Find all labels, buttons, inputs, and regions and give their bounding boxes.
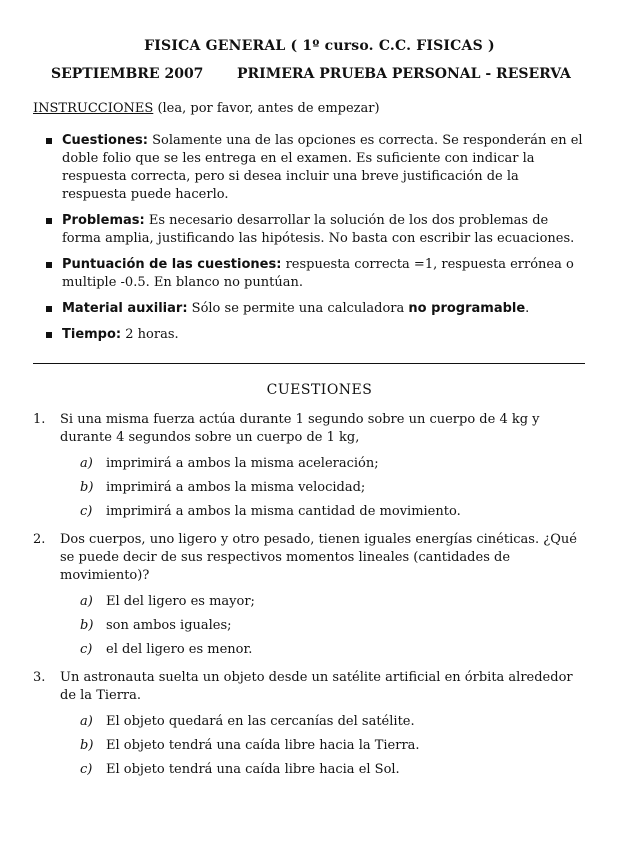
exam-title: FISICA GENERAL ( 1º curso. C.C. FISICAS )	[144, 38, 495, 54]
option-letter: b)	[80, 738, 94, 753]
option-letter: c)	[80, 762, 93, 777]
option-letter: c)	[80, 642, 93, 657]
instruction-item	[46, 300, 586, 318]
question	[33, 531, 585, 659]
question-options	[80, 713, 585, 779]
instruction-item	[46, 132, 586, 204]
question-options	[80, 593, 585, 659]
question-text: Dos cuerpos, uno ligero y otro pesado, tienen iguales energías cinéticas. ¿Qué se puede decir de sus respectivos momentos lineales (cantidades de movimiento)?	[60, 532, 577, 583]
instruction-text: Solamente una de las opciones es correcta. Se responderán en el doble folio que se les entrega en el examen. Es suficiente con indicar la respuesta correcta, pero si desea incluir una breve justificación de la respuesta puede hacerlo.	[62, 133, 583, 202]
option	[80, 737, 585, 755]
instruction-tail: .	[525, 301, 530, 316]
option	[80, 713, 585, 731]
instruction-text: respuesta correcta =1, respuesta errónea o multiple -0.5. En blanco no puntúan.	[62, 257, 574, 290]
instruction-label: Cuestiones:	[62, 133, 148, 148]
instruction-label: Tiempo:	[62, 327, 122, 342]
exam-date: SEPTIEMBRE 2007	[51, 66, 204, 82]
option	[80, 617, 585, 635]
option-text: son ambos iguales;	[106, 618, 232, 633]
option	[80, 455, 585, 473]
option-text: imprimirá a ambos la misma velocidad;	[106, 480, 366, 495]
instruction-text: 2 horas.	[125, 327, 179, 342]
question-number: 3.	[33, 670, 46, 685]
option	[80, 503, 585, 521]
question	[33, 669, 585, 779]
question-text: Un astronauta suelta un objeto desde un satélite artificial en órbita alrededor de la Tierra.	[60, 670, 573, 703]
option	[80, 479, 585, 497]
questions-list	[33, 411, 585, 789]
question-number: 1.	[33, 412, 46, 427]
instructions-list	[46, 132, 586, 352]
option-letter: b)	[80, 480, 94, 495]
instruction-label: Material auxiliar:	[62, 301, 188, 316]
question	[33, 411, 585, 521]
instruction-label: Puntuación de las cuestiones:	[62, 257, 282, 272]
instruction-text: Es necesario desarrollar la solución de los dos problemas de forma amplia, justificando las hipótesis. No basta con escribir las ecuaciones.	[62, 213, 575, 246]
question-options	[80, 455, 585, 521]
option-text: el del ligero es menor.	[106, 642, 253, 657]
option-letter: a)	[80, 594, 93, 609]
option-letter: a)	[80, 714, 93, 729]
instruction-item	[46, 212, 586, 248]
option-text: imprimirá a ambos la misma cantidad de movimiento.	[106, 504, 461, 519]
option-text: imprimirá a ambos la misma aceleración;	[106, 456, 379, 471]
question-text: Si una misma fuerza actúa durante 1 segundo sobre un cuerpo de 4 kg y durante 4 segundos sobre un cuerpo de 1 kg,	[60, 412, 540, 445]
option-letter: b)	[80, 618, 94, 633]
option	[80, 641, 585, 659]
option-text: El objeto quedará en las cercanías del satélite.	[106, 714, 415, 729]
section-divider	[33, 363, 585, 364]
option-letter: c)	[80, 504, 93, 519]
instructions-note: (lea, por favor, antes de empezar)	[157, 101, 380, 116]
instruction-text: Sólo se permite una calculadora	[191, 301, 405, 316]
instruction-label: Problemas:	[62, 213, 145, 228]
question-number: 2.	[33, 532, 46, 547]
option-text: El del ligero es mayor;	[106, 594, 255, 609]
instruction-emphasis: no programable	[408, 301, 526, 316]
instructions-title: INSTRUCCIONES	[33, 101, 154, 116]
instruction-item	[46, 256, 586, 292]
option	[80, 593, 585, 611]
instruction-item	[46, 326, 586, 344]
option	[80, 761, 585, 779]
instructions-heading	[33, 101, 380, 116]
option-text: El objeto tendrá una caída libre hacia la Tierra.	[106, 738, 420, 753]
option-text: El objeto tendrá una caída libre hacia el Sol.	[106, 762, 400, 777]
exam-name: PRIMERA PRUEBA PERSONAL - RESERVA	[237, 66, 571, 82]
section-title: CUESTIONES	[266, 382, 373, 398]
option-letter: a)	[80, 456, 93, 471]
